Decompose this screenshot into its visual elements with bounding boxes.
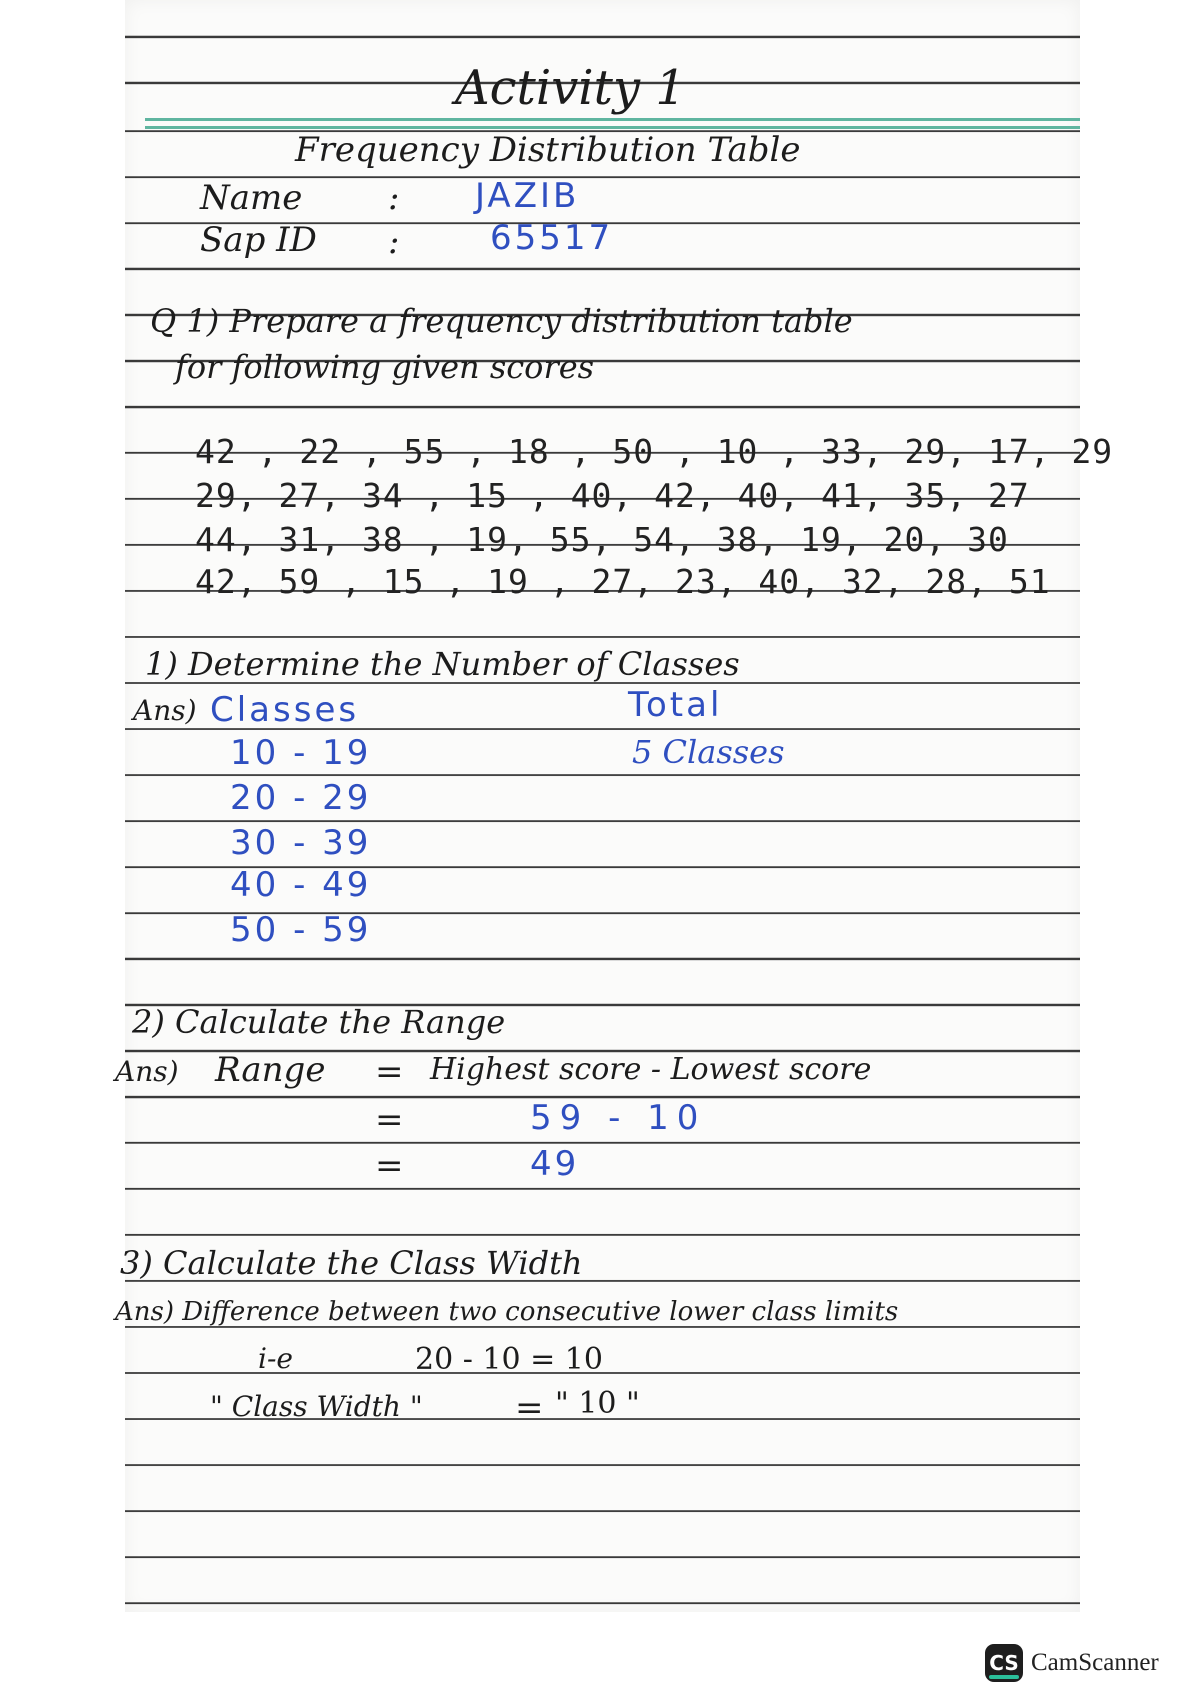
part1-ans-label: Ans) [133, 694, 197, 727]
range-step-1: 59 - 10 [530, 1098, 707, 1138]
part1-heading: 1) Determine the Number of Classes [145, 645, 740, 683]
equals-sign: = [375, 1052, 404, 1092]
class-interval: 10 - 19 [230, 733, 372, 773]
title-underline [145, 118, 1080, 121]
camscanner-watermark [985, 1644, 1159, 1682]
total-label: Total [628, 685, 723, 725]
title-underline-2 [145, 126, 1080, 129]
range-formula: Highest score - Lowest score [430, 1052, 872, 1087]
part2-ans-label: Ans) [115, 1055, 179, 1088]
part3-heading: 3) Calculate the Class Width [120, 1244, 583, 1282]
scores-row-1: 42 , 22 , 55 , 18 , 50 , 10 , 33, 29, 17, 29 [195, 432, 1114, 471]
total-value: 5 Classes [632, 733, 785, 771]
name-label: Name [200, 178, 303, 218]
page-subtitle: Frequency Distribution Table [295, 130, 801, 170]
camscanner-brand: CamScanner [1031, 1649, 1159, 1676]
range-label: Range [215, 1050, 326, 1090]
equals-sign: = [375, 1146, 404, 1186]
scores-row-3: 44, 31, 38 , 19, 55, 54, 38, 19, 20, 30 [195, 520, 1009, 559]
scores-row-4: 42, 59 , 15 , 19 , 27, 23, 40, 32, 28, 51 [195, 562, 1051, 601]
ie-calculation: 20 - 10 = 10 [415, 1342, 603, 1377]
class-interval: 40 - 49 [230, 865, 372, 905]
ie-label: i-e [258, 1342, 293, 1375]
part3-ans-line: Ans) Difference between two consecutive lower class limits [115, 1297, 899, 1327]
sapid-colon: : [388, 222, 400, 262]
part2-heading: 2) Calculate the Range [132, 1003, 506, 1041]
range-result: 49 [530, 1144, 580, 1184]
equals-sign: = [375, 1100, 404, 1140]
sapid-value: 65517 [490, 218, 614, 258]
question-line-1: Q 1) Prepare a frequency distribution table [150, 302, 853, 340]
page-title: Activity 1 [455, 60, 686, 116]
question-line-2: for following given scores [175, 348, 595, 386]
sapid-label: Sap ID [200, 220, 317, 260]
classes-label: Classes [210, 690, 360, 730]
class-width-value: " 10 " [555, 1386, 640, 1421]
name-value: JAZIB [475, 176, 580, 216]
class-interval: 50 - 59 [230, 910, 372, 950]
scores-row-2: 29, 27, 34 , 15 , 40, 42, 40, 41, 35, 27 [195, 476, 1030, 515]
name-colon: : [388, 178, 400, 218]
class-interval: 20 - 29 [230, 778, 372, 818]
class-width-label: " Class Width " [210, 1390, 423, 1423]
camscanner-logo-icon: CS [985, 1644, 1023, 1682]
class-interval: 30 - 39 [230, 823, 372, 863]
equals-sign: = [515, 1388, 544, 1428]
